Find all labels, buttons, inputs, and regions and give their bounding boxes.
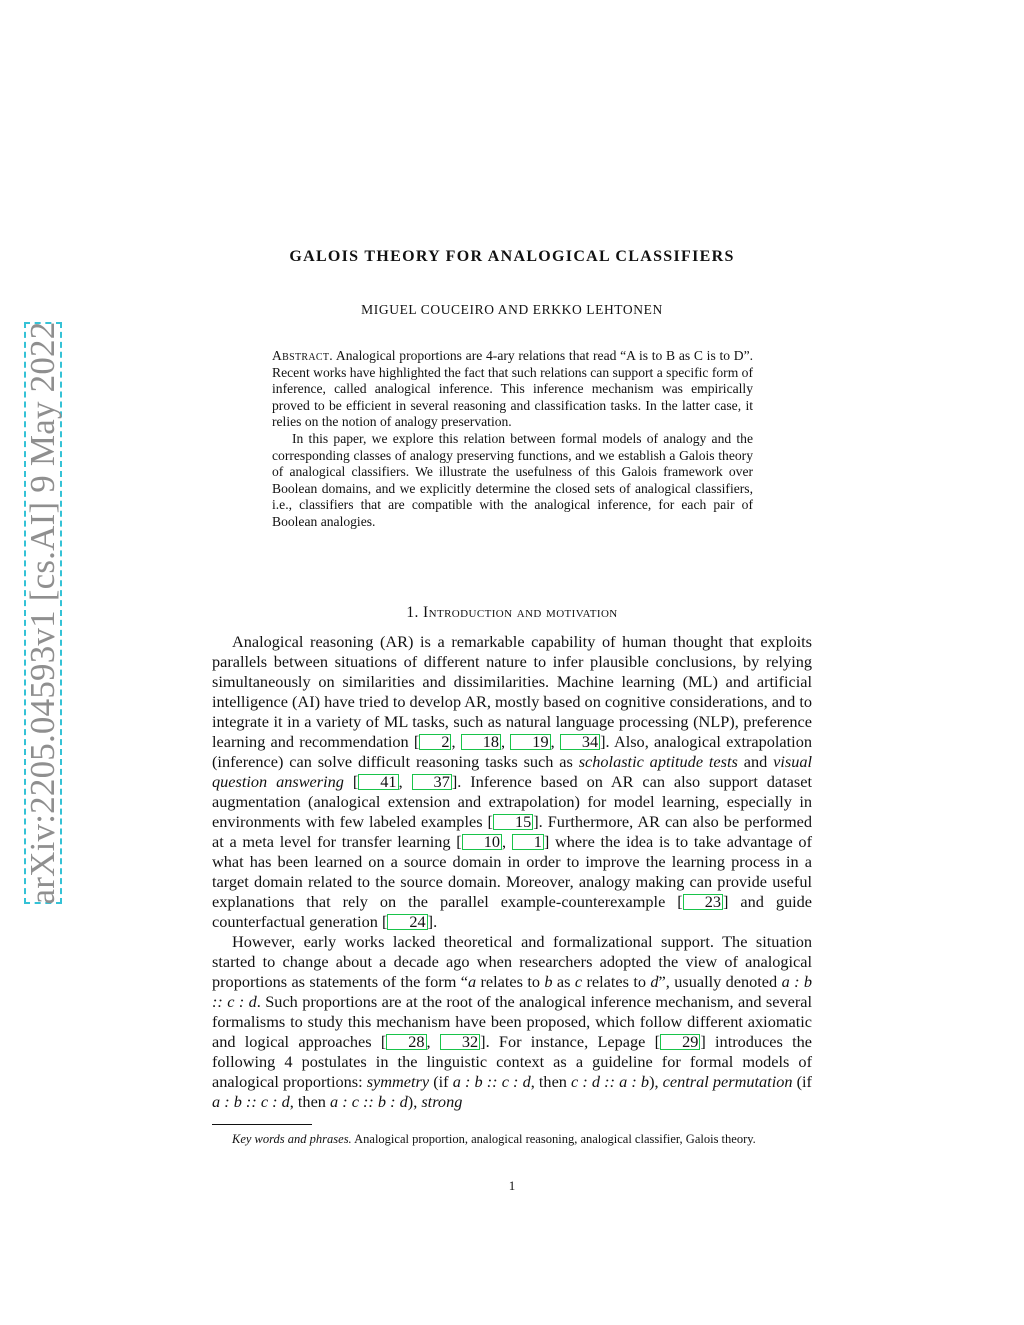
text-run: relates to [582,972,651,991]
citation-link[interactable]: 29 [660,1034,700,1050]
text-run: ]. Inference based on AR can also support dataset augmentation (analogical extension and extrapolation) for model learning, especially in environments with few labeled examples [ [212,772,812,831]
citation-link[interactable]: 15 [493,814,533,830]
math-expression: a : c :: b : d [330,1092,408,1111]
abstract [272,348,753,531]
citation-link[interactable]: 34 [560,734,600,750]
text-run: ] introduces the following 4 postulates in the linguistic context as a guideline for formal models of analogical proportions: [212,1032,813,1091]
citation-link[interactable]: 32 [440,1034,480,1050]
text-run: (if [429,1072,453,1091]
page-number: 1 [508,1178,516,1193]
text-run: ]. Furthermore, AR can also be performed at a meta level for transfer learning [ [212,812,812,851]
math-expression: a : b :: c : d [212,1092,290,1111]
math-expression: a : b :: c : d [212,972,813,1011]
text-run: [ [343,772,359,791]
text-run: ] where the idea is to take advantage of what has been learned on a source domain in order to improve the learning process in a target domain related to the source domain. Moreover, analogy making can provide useful explanations that rely on the parallel example-counterexample [ [212,832,812,911]
math-expression: a : b :: c : d [452,1072,531,1091]
text-run: Analogical reasoning (AR) is a remarkable capability of human thought that exploits parallels between situations of different nature to infer plausible conclusions, by relying simultaneously on similarities and dissimilarities. Machine learning (ML) and artificial intelligence (AI) have tried to develop AR, mostly based on cognitive considerations, and to integrate it in a variety of ML tasks, such as natural language processing (NLP), preference learning and recommendation [ [212,632,812,751]
text-run: ]. [427,912,438,931]
emphasis: central permutation [662,1072,793,1091]
emphasis: strong [421,1092,463,1111]
section-title: Introduction and motivation [423,604,618,621]
text-run: , then [289,1092,331,1111]
math-var: a [467,972,477,991]
citation-link[interactable]: 2 [419,734,451,750]
footnote-divider [212,1124,312,1125]
abstract-paragraph-2: In this paper, we explore this relation between formal models of analogy and the corresponding classes of analogy preserving functions, and we establish a Galois theory of analogical classifiers. We illustrate the usefulness of this Galois framework over Boolean domains, and we explicitly determine the closed sets of analogical classifiers, i.e., classifiers that are compatible with the analogical inference, for each pair of Boolean analogies. [272,430,753,529]
citation-link[interactable]: 19 [510,734,550,750]
footnote [212,1131,812,1147]
math-var: d [650,972,659,991]
text-run: and [737,752,774,771]
citation-link[interactable]: 28 [386,1034,426,1050]
citation-link[interactable]: 23 [683,894,723,910]
text-run: ”, usually denoted [658,972,782,991]
text-run: , then [530,1072,572,1091]
text-run: as [552,972,575,991]
math-var: c [574,972,583,991]
text-run: However, early works lacked theoretical and formalizational support. The situation started to change about a decade ago when researchers adopted the view of analogical proportions as statements of the form “ [212,932,812,991]
paper-authors: MIGUEL COUCEIRO AND ERKKO LEHTONEN [361,302,663,317]
text-run: (if [792,1072,812,1091]
citation-link[interactable]: 41 [358,774,398,790]
emphasis: symmetry [366,1072,430,1091]
citation-link[interactable]: 10 [462,834,502,850]
text-run: ), [649,1072,663,1091]
body-paragraph-2: However, early works lacked theoretical and formalizational support. The situation started to change about a decade ago when researchers adopted the view of analogical proportions as statements of the form “a relates to b as c relates to d”, usually denoted a : b :: c : d. Such proportions are at the root of the analogical inference mechanism, and several formalisms to study this mechanism have been proposed, which follow different axiomatic and logical approaches [ 28 , 32 ]. For instance, Lepage [ 29 ] introduces the following 4 postulates in the linguistic context as a guideline for formal models of analogical proportions: symmetry (if a : b :: c : d, then c : d :: a : b), central permutation (if a : b :: c : d, then a : c :: b : d), strong [212,932,813,1111]
emphasis: visual question answering [212,752,812,791]
body-text [212,632,812,1112]
abstract-paragraph-1 [272,348,753,431]
text-run: ]. Also, analogical extrapolation (inference) can solve difficult reasoning tasks such as [212,732,812,771]
math-expression: c : d :: a : b [571,1072,650,1091]
section-number: 1. [406,604,419,621]
citation-link[interactable]: 18 [461,734,501,750]
citation-link[interactable]: 1 [512,834,544,850]
footnote-label: Key words and phrases. [232,1132,352,1146]
text-run: ]. For instance, Lepage [ [480,1032,661,1051]
text-run: ] and guide counterfactual generation [ [212,892,812,931]
emphasis: scholastic aptitude tests [578,752,738,771]
abstract-text-1: Analogical proportions are 4-ary relations that read “A is to B as C is to D”. Recent works have highlighted the fact that such relations can support a specific form of inference, called analogical inference. This inference mechanism was empirically proved to be efficient in several reasoning and classification tasks. In the latter case, it relies on the notion of analogy preservation. [272,348,753,430]
arxiv-identifier: arXiv:2205.04593v1 [cs.AI] 9 May 2022 [23,321,62,905]
footnote-keywords [212,1131,812,1147]
body-paragraph-1: Analogical reasoning (AR) is a remarkable capability of human thought that exploits parallels between situations of different nature to infer plausible conclusions, by relying simultaneously on similarities and dissimilarities. Machine learning (ML) and artificial intelligence (AI) have tried to develop AR, mostly based on cognitive considerations, and to integrate it in a variety of ML tasks, such as natural language processing (NLP), preference learning and recommendation [ 2 , 18 , 19 , 34 ]. Also, analogical extrapolation (inference) can solve difficult reasoning tasks such as scholastic aptitude tests and visual question answering [ 41 , 37 ]. Inference based on AR can also support dataset augmentation (analogical extension and extrapolation) for model learning, especially in environments with few labeled examples [ 15 ]. Furthermore, AR can also be performed at a meta level for transfer learning [ 10 , 1 ] where the idea is to take advantage of what has been learned on a source domain in order to improve the learning process in a target domain related to the source domain. Moreover, analogy making can provide useful explanations that rely on the parallel example-counterexample [ 23 ] and guide counterfactual generation [ 24 ]. [212,632,812,931]
citation-link[interactable]: 37 [412,774,452,790]
text-run: relates to [476,972,545,991]
footnote-text: Analogical proportion, analogical reasoning, analogical classifier, Galois theory. [351,1132,756,1146]
text-run: . Such proportions are at the root of the analogical inference mechanism, and several formalisms to study this mechanism have been proposed, which follow different axiomatic and logical approaches [ [212,992,813,1051]
text-run: ), [407,1092,422,1111]
math-var: b [544,972,553,991]
citation-link[interactable]: 24 [387,914,427,930]
paper-title: GALOIS THEORY FOR ANALOGICAL CLASSIFIERS [289,248,735,265]
section-heading [0,604,1024,622]
abstract-label: Abstract. [272,348,333,363]
